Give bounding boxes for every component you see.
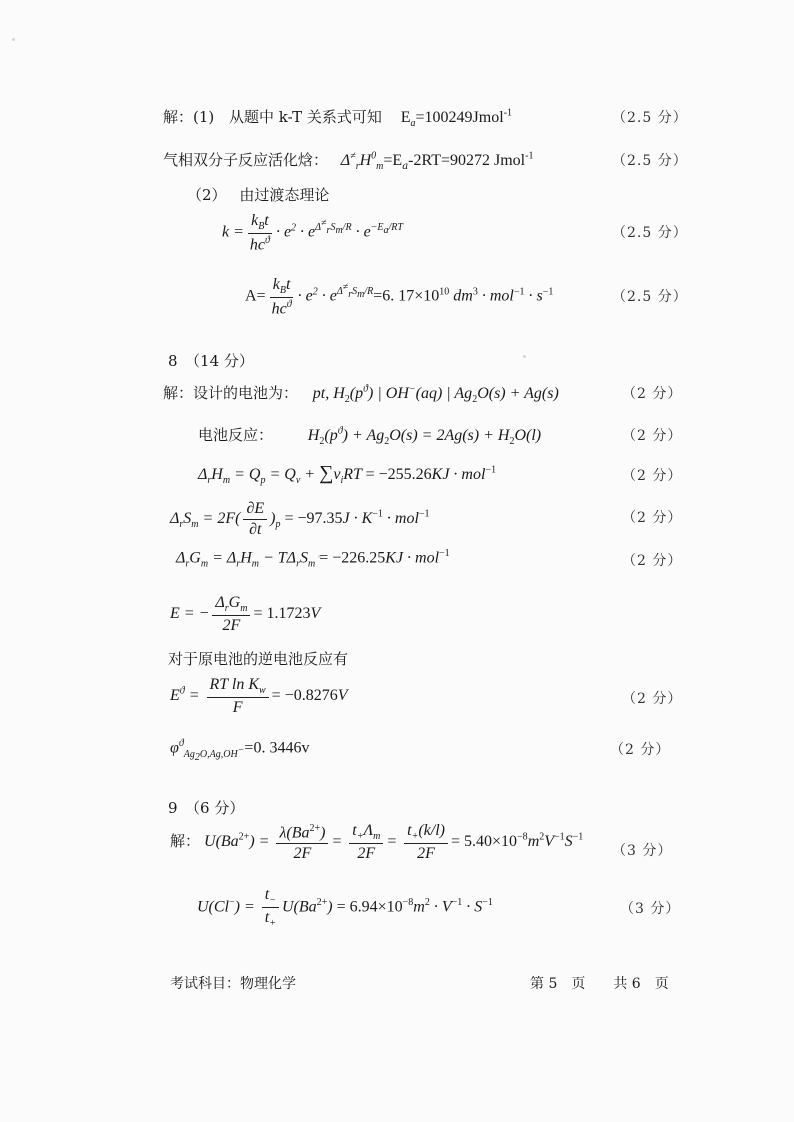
q8-E-formula: E = − $\frac{\Delta_rG_m}{2F}$ = 1.1723V bbox=[170, 594, 321, 635]
q7-activation-line: 气相双分子反应活化焓： $\Delta^\ne_rH^0_m=E_a-2RT=90272$ Jmol$^{-1}$ bbox=[163, 150, 534, 173]
q7-A-result: =6. 17×10 bbox=[373, 287, 440, 305]
q7-activation-score: （2.5 分） bbox=[612, 153, 688, 169]
q8-reaction-label: 电池反应： bbox=[198, 426, 274, 444]
q8-phi-score: （2 分） bbox=[610, 742, 671, 758]
q7-part2-line bbox=[187, 184, 329, 205]
q7-part1-label: 解：(1) bbox=[163, 108, 215, 126]
q8-reverse-label: 对于原电池的逆电池反应有 bbox=[168, 650, 349, 668]
q9-U-cl-score: （3 分） bbox=[620, 901, 681, 917]
q9-heading: 9 （6 分） bbox=[168, 799, 245, 817]
q8-dS-formula: $\Delta_rS_m = 2F$( $\frac{\partial E}{\partial t}$ )$_p = -97.35J \cdot K^{-1} \cdot mol^{-1}$ bbox=[170, 500, 430, 538]
footer-page-number: 第 5 页 共 6 页 bbox=[530, 976, 669, 992]
q8-dH-formula: $\Delta_rH_m = Q_p = Q_v + \sum\nu_iRT = -255.26KJ \cdot mol^{-1}$ bbox=[198, 462, 497, 487]
q7-part1-text: 从题中 k-T 关系式可知 bbox=[229, 108, 382, 126]
q8-design-line: 解：设计的电池为： pt, $H_2(p^ϑ)$ | OH−(aq) | $Ag_2O(s) + Ag(s)$ bbox=[163, 383, 559, 406]
q8-design-score: （2 分） bbox=[622, 386, 683, 402]
q8-design-label: 解：设计的电池为： bbox=[163, 384, 299, 402]
q8-phi-formula: $\varphi^ϑ_{Ag_2O,Ag,OH^-}=0$. 3446v bbox=[170, 738, 310, 763]
q7-k-score: （2.5 分） bbox=[612, 225, 688, 241]
scan-speck bbox=[523, 355, 526, 358]
q7-activation-symbol: $\Delta^\ne_rH^0_m$ bbox=[340, 150, 384, 173]
q7-part1-line bbox=[163, 106, 512, 129]
q8-dS-score: （2 分） bbox=[622, 510, 683, 526]
q7-part2-text: 由过渡态理论 bbox=[239, 186, 330, 204]
scan-speck bbox=[12, 38, 15, 41]
q9-U-ba-score: （3 分） bbox=[612, 843, 673, 859]
q8-reaction-score: （2 分） bbox=[622, 428, 683, 444]
q7-k-formula: k = $\frac{k_Bt}{hc^ϑ}$ · $e^2 \cdot e^{\Delta^\ne_rS_m/R} \cdot e^{-E_a/RT}$ bbox=[222, 212, 403, 254]
q7-A-score: （2.5 分） bbox=[612, 289, 688, 305]
q8-dH-score: （2 分） bbox=[622, 468, 683, 484]
q7-ea-value: =100249Jmol$^{-1}$ bbox=[415, 107, 512, 126]
footer-subject: 考试科目：物理化学 bbox=[170, 976, 296, 992]
q8-reaction-line: 电池反应： $H_2(p^ϑ) + Ag_2O(s) = 2Ag(s) + H_2O(l)$ bbox=[198, 425, 542, 448]
q7-activation-eq: =E bbox=[383, 152, 403, 169]
q7-part2-label: （2） bbox=[187, 186, 227, 204]
q9-U-ba-formula: 解： $U(Ba^{2+})$ = $\frac{\lambda(Ba^{2+})}{2F}$ = $\frac{t_+\Lambda_m}{2F}$ = $\frac{t_+(k/l)}{2F}$ = $5.40\times 10^{-8}m^2V^{-1}S^{-1}$ bbox=[170, 822, 584, 863]
q7-ea-symbol: $E_a$ bbox=[400, 109, 416, 130]
q7-part1-score: （2.5 分） bbox=[612, 110, 688, 126]
q8-E0-formula: $E^ϑ$ = $\frac{RT \ln K_w}{F}$ = −0.8276V bbox=[170, 676, 348, 717]
scan-speck bbox=[318, 555, 321, 558]
q7-A-formula: A= $\frac{k_Bt}{hc^ϑ}$ · $e^2 \cdot e^{\Delta^\ne_rS_m/R}=6$. $17\times 10^{10}$ $dm^3 \cdot mol^{-1} \cdot s^{-1}$ bbox=[245, 276, 554, 318]
q8-E0-score: （2 分） bbox=[622, 691, 683, 707]
q8-dG-formula: $\Delta_rG_m = \Delta_rH_m - T\Delta_rS_m = -226.25KJ \cdot mol^{-1}$ bbox=[176, 548, 450, 570]
q7-activation-value: -2RT=90272 Jmol$^{-1}$ bbox=[408, 150, 534, 169]
q7-activation-label: 气相双分子反应活化焓： bbox=[163, 151, 329, 169]
q8-heading: 8 （14 分） bbox=[168, 352, 254, 370]
q8-dG-score: （2 分） bbox=[622, 553, 683, 569]
q9-U-cl-formula: U(Cl−) = $\frac{t_-}{t_+}$ $U(Ba^{2+}) = 6.94\times 10^{-8}m^2 \cdot V^{-1} \cdot S^{-1}$ bbox=[197, 886, 493, 930]
